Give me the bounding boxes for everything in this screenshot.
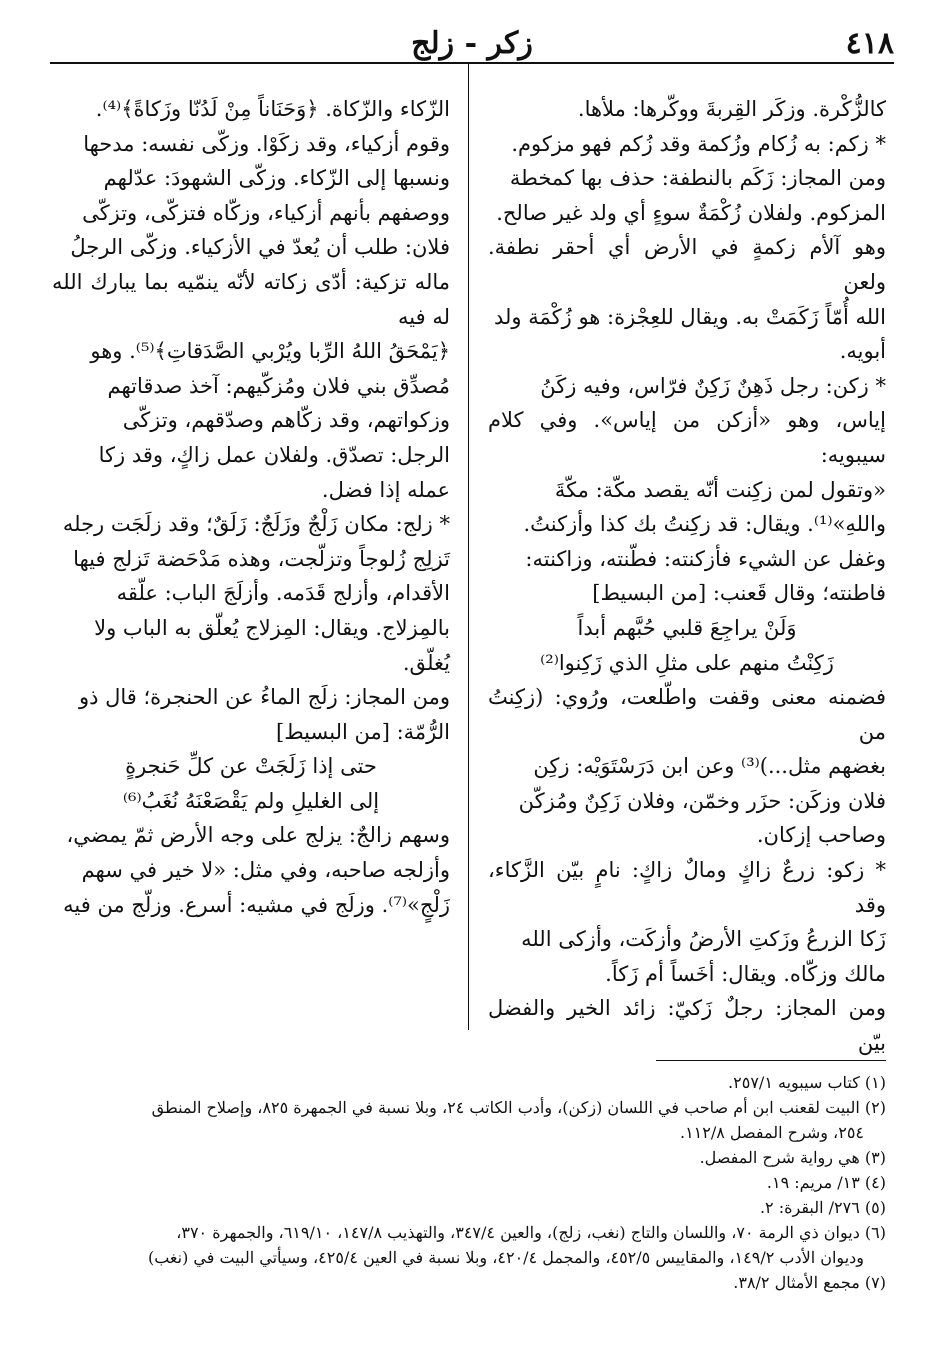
text-line: وغفل عن الشيء فأزكنته: فطّنته، وزاكنته: — [525, 546, 886, 571]
text-line: «وتقول لمن زكِنت أنّه يقصد مكّة: مكّةَ — [554, 477, 886, 502]
running-title: زكر - زلج — [411, 26, 533, 61]
footnote: (٥) ٢٧٦/ البقرة: ٢. — [759, 1198, 886, 1217]
text-line: فلان وزكَن: حزَر وخمّن، وفلان زَكِنٌ ومُزكّن — [518, 788, 886, 813]
text-line: واللهِ»⁽¹⁾. ويقال: قد زكِنتُ بك كذا وأزكنتُ. — [523, 512, 886, 537]
page-number: ٤١٨ — [845, 26, 894, 61]
footnotes — [50, 1070, 886, 1295]
text-line: ومن المجاز: زَكَم بالنطفة: حذف بها كمخطة — [509, 166, 886, 191]
footnote: (٢) البيت لقعنب ابن أم صاحب في اللسان (زكن)، وأدب الكاتب ٢٤، وبلا نسبة في الجمهرة ٨٢٥، وإصلاح المنطق — [151, 1098, 886, 1117]
text-line: زَكا الزرعُ وزَكتِ الأرضُ وأزكَت، وأزكى الله — [521, 927, 886, 952]
text-line: الأقدام، وأزلج قَدَمه. وأزلَجَ الباب: علّقه — [116, 581, 450, 606]
text-line: الرجل: تصدّق. ولفلان عمل زاكٍ، وقد زكا — [98, 442, 450, 467]
text-line: ووصفهم بأنهم أزكياء، وزكّاه فتزكّى، وتزكّى — [82, 200, 450, 225]
footnote-continuation: ٢٥٤، وشرح المفصل ١١٢/٨. — [679, 1123, 864, 1142]
text-line: ماله تزكية: أدّى زكاته لأنّه ينمّيه بما يبارك الله له فيه — [52, 269, 450, 329]
footnote-rule — [656, 1060, 886, 1061]
entry-line: * زكم: به زُكام وزُكمة وقد زُكم فهو مزكوم. — [511, 131, 886, 156]
footnote: (١) كتاب سيبويه ٢٥٧/١. — [728, 1073, 886, 1092]
text-line: ونسبها إلى الزّكاء. وزكّى الشهودَ: عدّلهم — [103, 166, 450, 191]
text-line: بالمِزلاج. ويقال: المِزلاج يُعلّق به الباب ولا — [94, 615, 450, 640]
text-line: وصاحب إزكان. — [756, 823, 886, 848]
text-line: بغضهم مثل...)⁽³⁾ وعن ابن دَرَسْتَوَيْه: زكِن — [533, 754, 886, 779]
text-line: مالك وزكّاه. ويقال: أخَساً أم زَكاً. — [605, 961, 886, 986]
entry-line: * زلج: مكان زَلْجٌ وزَلَجٌ: زَلَقٌ؛ وقد زلَجَت رجله — [62, 512, 450, 537]
footnote: (٦) ديوان ذي الرمة ٧٠، واللسان والتاج (نغب، زلج)، والعين ٣٤٧/٤، والتهذيب ١٤٧/٨، ٦١٩/١٠، والجمهرة ٣٧٠، — [176, 1223, 886, 1242]
text-line: الرُّمّة: [من البسيط] — [276, 719, 450, 744]
poem-verse-second-half: زَكِنْتُ منهم على مثلِ الذي زَكِنوا⁽²⁾ — [540, 650, 834, 675]
text-line: يُغلّق. — [402, 650, 450, 675]
text-line: فضمنه معنى وقفت واطّلعت، ورُوي: (زكِنتُ من — [488, 685, 886, 744]
text-line: وزكواتهم، وقد زكّاهم وصدّقهم، وتزكّى — [122, 408, 450, 433]
text-line: فلان: طلب أن يُعدّ في الأزكياء. وزكّى الرجلُ — [70, 235, 450, 260]
text-line: مُصدِّق بني فلان ومُزكّيهم: آخذ صدقاتهم — [107, 373, 450, 398]
text-line: وسهم زالجٌ: يزلج على وجه الأرض ثمّ يمضي، — [66, 823, 450, 848]
page-header — [50, 20, 894, 64]
footnote-continuation: وديوان الأدب ١٤٩/٢، والمقاييس ٤٥٢/٥، والمجمل ٤٢٠/٤، وبلا نسبة في العين ٤٢٥/٤، وسيأتي البيت في (نغب) — [147, 1248, 864, 1267]
text-line: فاطنته؛ وقال قَعنب: [من البسيط] — [592, 581, 886, 606]
poem-verse-first-half: حتى إذا زَلَجَتْ عن كلِّ حَنجرةٍ — [125, 754, 377, 779]
poem-verse-second-half: إلى الغليلِ ولم يَقْصَعْنَهُ نُغَبُ⁽⁶⁾ — [122, 788, 380, 813]
poem-verse-first-half: وَلَنْ يراجِعَ قلبي حُبَّهم أبداً — [577, 615, 797, 640]
text-line: وقوم أزكياء، وقد زكَوْا. وزكّى نفسه: مدحها — [83, 131, 450, 156]
column-divider — [468, 64, 469, 1030]
text-line: كالزُّكْرة. وزكَر القِربةَ ووكّرها: ملأها. — [577, 97, 886, 121]
text-line: ومن المجاز: زلَج الماءُ عن الحنجرة؛ قال ذو — [78, 685, 450, 710]
text-line: زَلْجٍ»⁽⁷⁾. وزلَج في مشيه: أسرع. وزلّج من فيه — [63, 892, 450, 917]
right-column — [488, 92, 886, 1061]
footnote: (٤) ١٣/ مريم: ١٩. — [766, 1173, 886, 1192]
text-line: المزكوم. ولفلان زُكْمَةٌ سوءٍ أي ولد غير صالح. — [496, 200, 886, 225]
left-column — [52, 92, 450, 922]
text-line: الله أُمّاً زَكَمَتْ به. ويقال للعِجْزة: هو زُكْمَة ولد — [494, 304, 886, 329]
text-line: عمله إذا فضل. — [321, 477, 450, 502]
text-line: إياس، وهو «أزكن من إياس». وفي كلام سيبويه: — [488, 408, 886, 467]
text-line: وهو آلأم زكمةٍ في الأرض أي أحقر نطفة. ولعن — [488, 235, 886, 294]
entry-line: * زكن: رجل ذَهِنٌ زَكِنٌ فرّاس، وفيه زكَنُ — [540, 373, 886, 398]
text-line: ومن المجاز: رجلٌ زَكيّ: زائد الخير والفضل بيّن — [488, 996, 886, 1056]
text-line: أبويه. — [839, 339, 886, 364]
header-rule — [50, 62, 894, 64]
footnote: (٧) مجمع الأمثال ٣٨/٢. — [733, 1273, 886, 1292]
text-line: وأزلجه صاحبه، وفي مثل: «لا خير في سهم — [81, 858, 450, 883]
footnote: (٣) هي رواية شرح المفصل. — [699, 1148, 886, 1167]
quran-quote-line: ﴿يَمْحَقُ اللهُ الرِّبا ويُرْبي الصَّدَقاتِ﴾⁽⁵⁾. وهو — [90, 339, 450, 364]
entry-line: * زكو: زرعٌ زاكٍ ومالٌ زاكٍ: نامٍ بيّن الزَّكاء، وقد — [488, 858, 886, 917]
text-line: تَزلِج زُلوجاً وتزلّجت، وهذه مَدْحَضة تَزلج فيها — [73, 546, 450, 571]
text-line: الزّكاء والزّكاة. ﴿وَحَنَاناً مِنْ لَدُنّا وزَكاةً﴾⁽⁴⁾. — [95, 97, 450, 121]
